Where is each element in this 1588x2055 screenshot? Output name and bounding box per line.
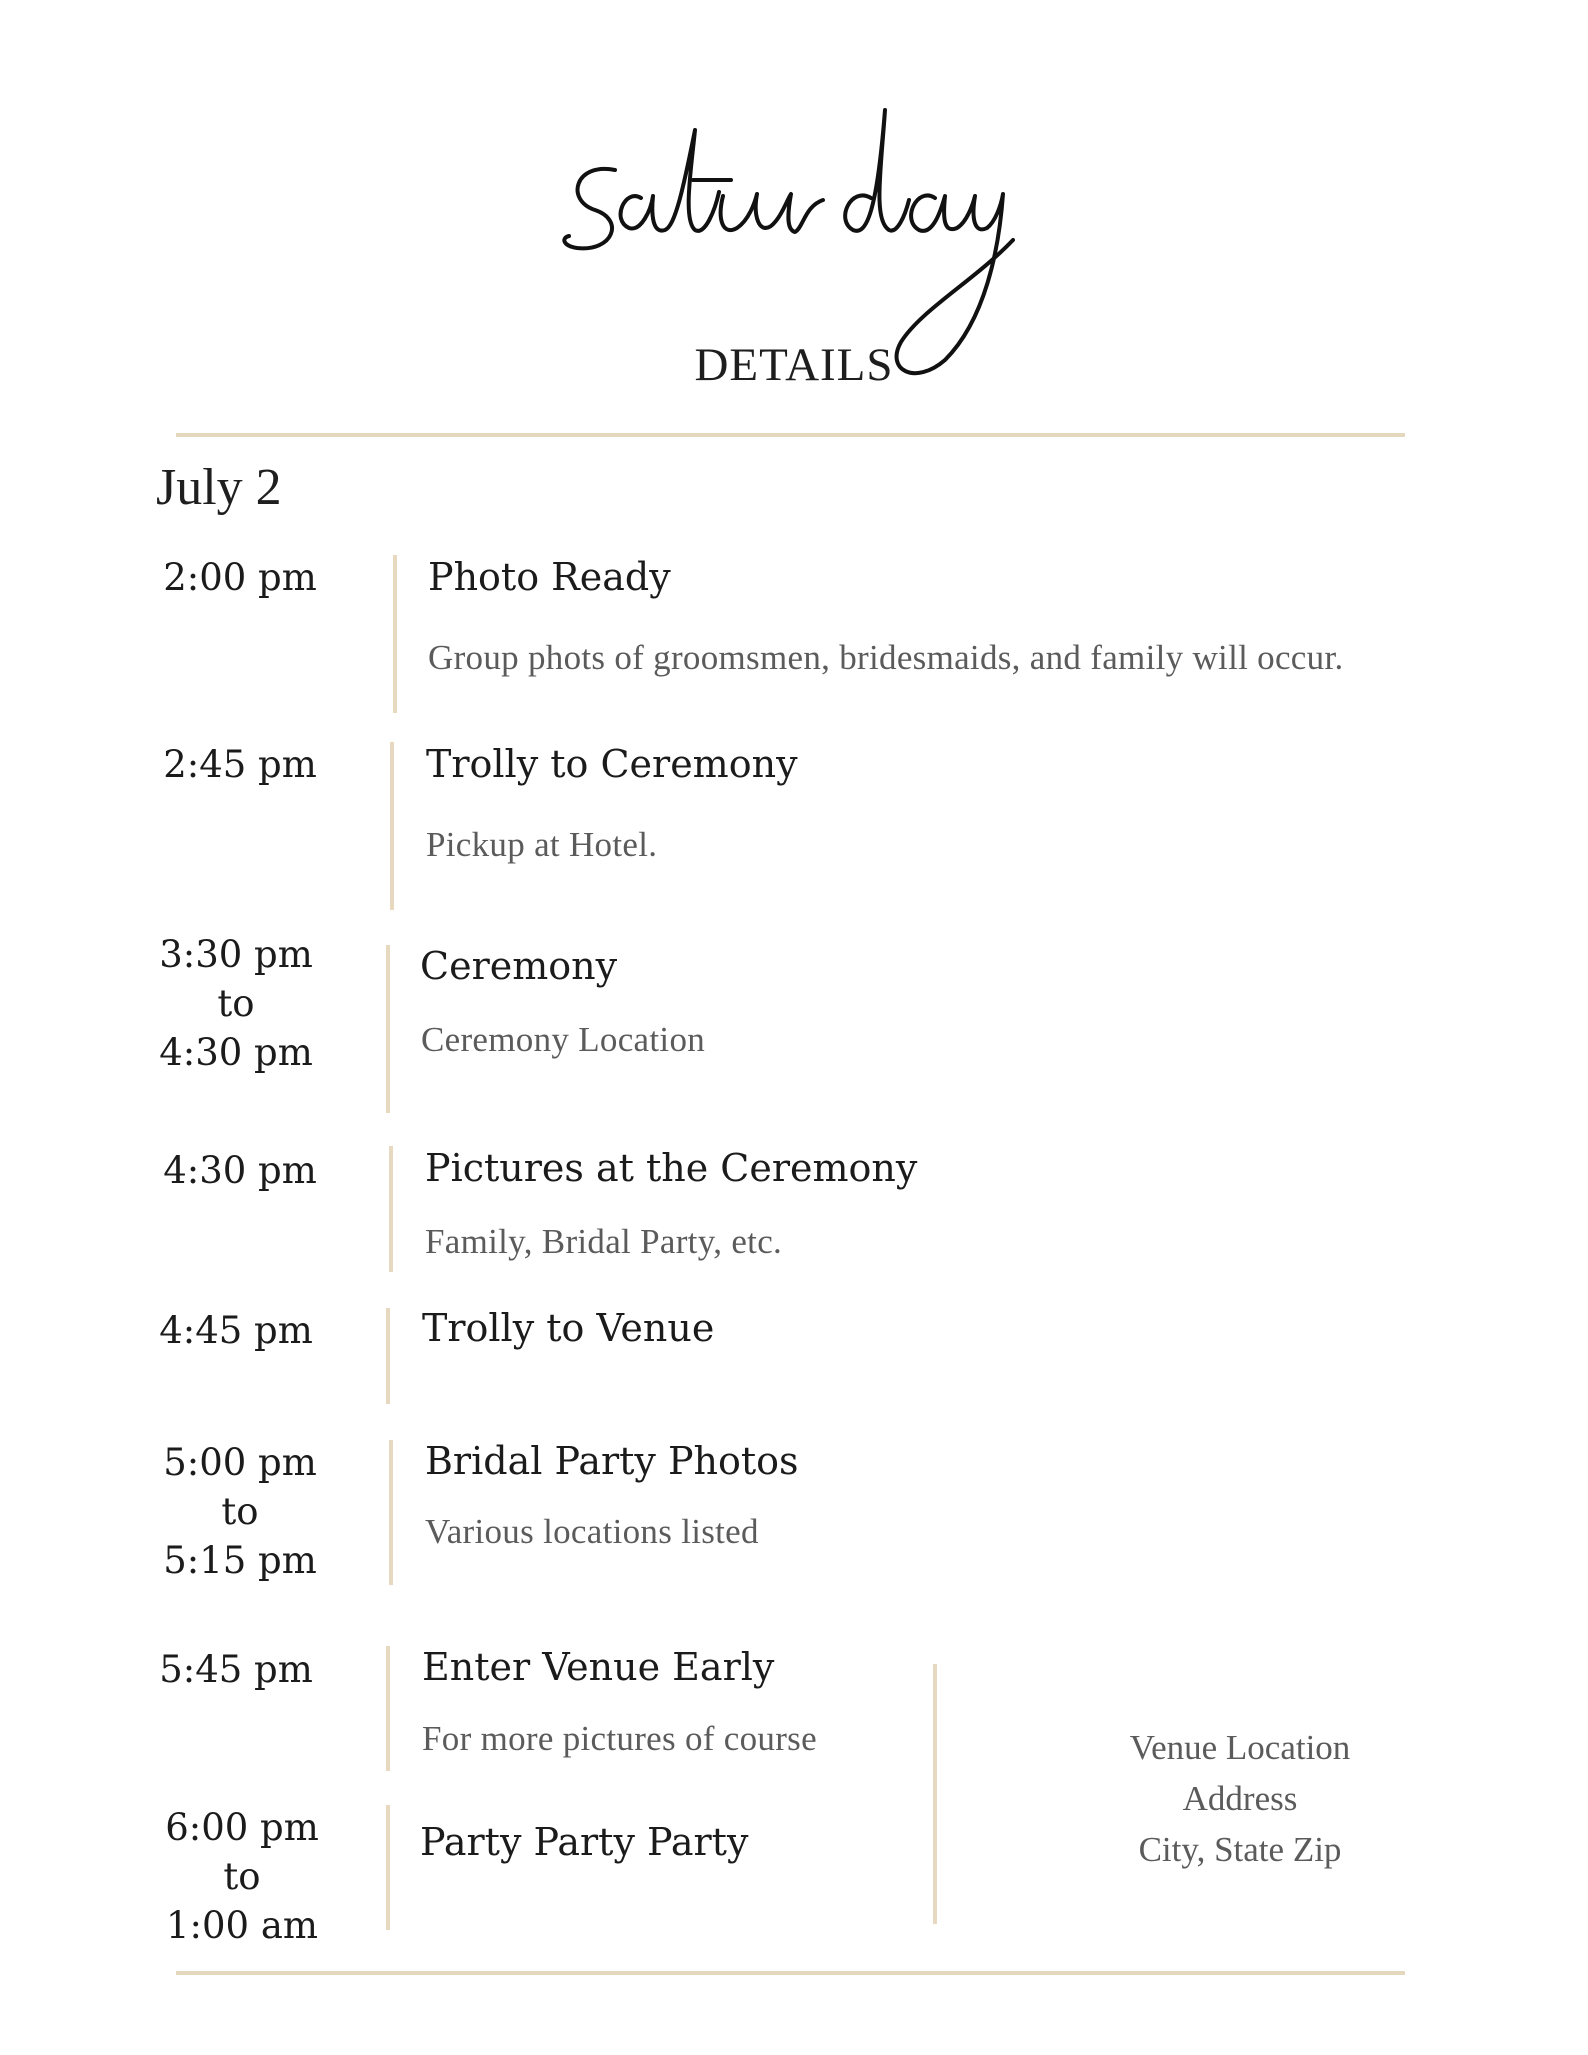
event-description: Ceremony Location [421, 1020, 706, 1059]
timeline-bar [389, 1440, 393, 1585]
event-title: Trolly to Ceremony [426, 742, 798, 786]
event-description: Family, Bridal Party, etc. [425, 1222, 783, 1261]
timeline-bar [386, 1805, 390, 1930]
time-text: 5:15 pm [163, 1539, 317, 1582]
event-time [121, 930, 351, 1077]
event-description: Various locations listed [425, 1512, 759, 1551]
event-time [125, 1438, 355, 1585]
timeline-bar [386, 1646, 390, 1771]
time-text: to [223, 1855, 261, 1898]
venue-line: City, State Zip [1138, 1830, 1342, 1869]
event-title: Bridal Party Photos [425, 1439, 799, 1483]
venue-address [1090, 1722, 1390, 1875]
time-text: 4:30 pm [159, 1031, 313, 1074]
timeline-bar [390, 742, 394, 910]
top-divider [176, 433, 1405, 437]
timeline-bar [389, 1146, 393, 1272]
event-title: Ceremony [420, 944, 618, 988]
event-time [125, 553, 355, 602]
event-description: Pickup at Hotel. [426, 825, 658, 864]
time-text: 2:45 pm [163, 743, 317, 786]
subtitle: DETAILS [694, 339, 894, 391]
time-text: 2:00 pm [163, 556, 317, 599]
event-time [127, 1803, 357, 1950]
time-text: 6:00 pm [165, 1806, 319, 1849]
time-text: 1:00 am [166, 1904, 318, 1947]
bottom-divider [176, 1971, 1405, 1975]
date-heading: July 2 [156, 459, 282, 516]
timeline-bar [386, 945, 390, 1113]
time-text: 3:30 pm [159, 933, 313, 976]
event-time [125, 1146, 355, 1195]
event-title: Trolly to Venue [422, 1306, 715, 1350]
venue-line: Address [1182, 1779, 1298, 1818]
event-description: Group phots of groomsmen, bridesmaids, and family will occur. [428, 638, 1344, 677]
event-time [125, 740, 355, 789]
event-time [121, 1306, 351, 1355]
venue-divider [933, 1664, 937, 1924]
event-title: Enter Venue Early [422, 1645, 775, 1689]
time-text: to [221, 1490, 259, 1533]
event-title: Pictures at the Ceremony [425, 1146, 918, 1190]
time-text: to [217, 982, 255, 1025]
event-title: Photo Ready [428, 555, 671, 599]
event-time [121, 1645, 351, 1694]
event-description: For more pictures of course [422, 1719, 817, 1758]
time-text: 4:45 pm [159, 1309, 313, 1352]
venue-line: Venue Location [1129, 1728, 1351, 1767]
timeline-bar [386, 1308, 390, 1404]
time-text: 5:45 pm [159, 1648, 313, 1691]
timeline-bar [393, 555, 397, 713]
time-text: 5:00 pm [163, 1441, 317, 1484]
time-text: 4:30 pm [163, 1149, 317, 1192]
event-title: Party Party Party [420, 1820, 749, 1864]
